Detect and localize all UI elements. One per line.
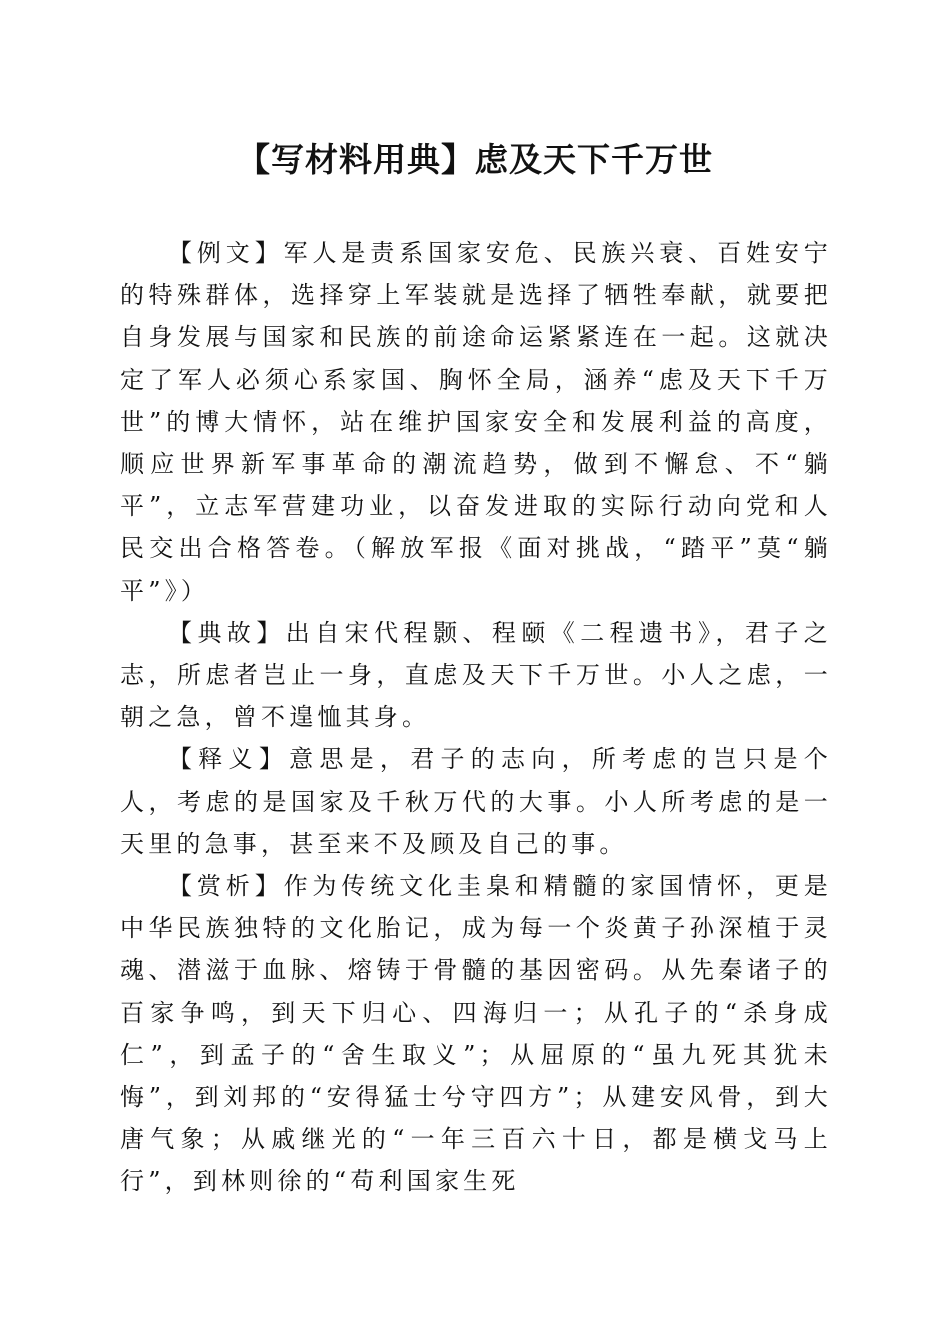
paragraph-text: 军人是责系国家安危、民族兴衰、百姓安宁的特殊群体，选择穿上军装就是选择了牺牲奉献，就要把自身发展与国家和民族的前途命运紧紧连在一起。这就决定了军人必须心系家国、胸怀全局，涵养“虑及天下千万世”的博大情怀，站在维护国家安全和发展利益的高度，顺应世界新军事革命的潮流趋势，做到不懈怠、不“躺平”，立志军营建功业，以奋发进取的实际行动向党和人民交出合格答卷。（解放军报《面对挑战，“踏平”莫“躺平”》） (120, 239, 832, 605)
paragraph-label: 【例文】 (168, 239, 284, 267)
paragraph-allusion (120, 612, 832, 739)
paragraph-label: 【赏析】 (168, 872, 284, 901)
paragraph-text: 出自宋代程颢、程颐《二程遗书》，君子之志，所虑者岂止一身，直虑及天下千万世。小人之虑，一朝之急，曾不遑恤其身。 (120, 618, 832, 732)
document-title: 【写材料用典】虑及天下千万世 (237, 140, 713, 179)
paragraph-text: 意思是，君子的志向，所考虑的岂只是个人，考虑的是国家及千秋万代的大事。小人所考虑的是一天里的急事，甚至来不及顾及自己的事。 (120, 745, 832, 858)
paragraph-label: 【典故】 (168, 618, 286, 647)
paragraph-interpretation (120, 738, 832, 865)
paragraph-appreciation (120, 865, 832, 1203)
paragraph-text: 作为传统文化圭臬和精髓的家国情怀，更是中华民族独特的文化胎记，成为每一个炎黄子孙深植于灵魂、潜滋于血脉、熔铸于骨髓的基因密码。从先秦诸子的百家争鸣，到天下归心、四海归一；从孔子的“杀身成仁”，到孟子的“舍生取义”；从屈原的“虽九死其犹未悔”，到刘邦的“安得猛士兮守四方”；从建安风骨，到大唐气象；从戚继光的“一年三百六十日，都是横戈马上行”，到林则徐的“苟利国家生死 (120, 872, 832, 1196)
paragraph-label: 【释义】 (168, 745, 290, 774)
document-body (120, 232, 832, 1203)
paragraph-example (120, 232, 832, 612)
